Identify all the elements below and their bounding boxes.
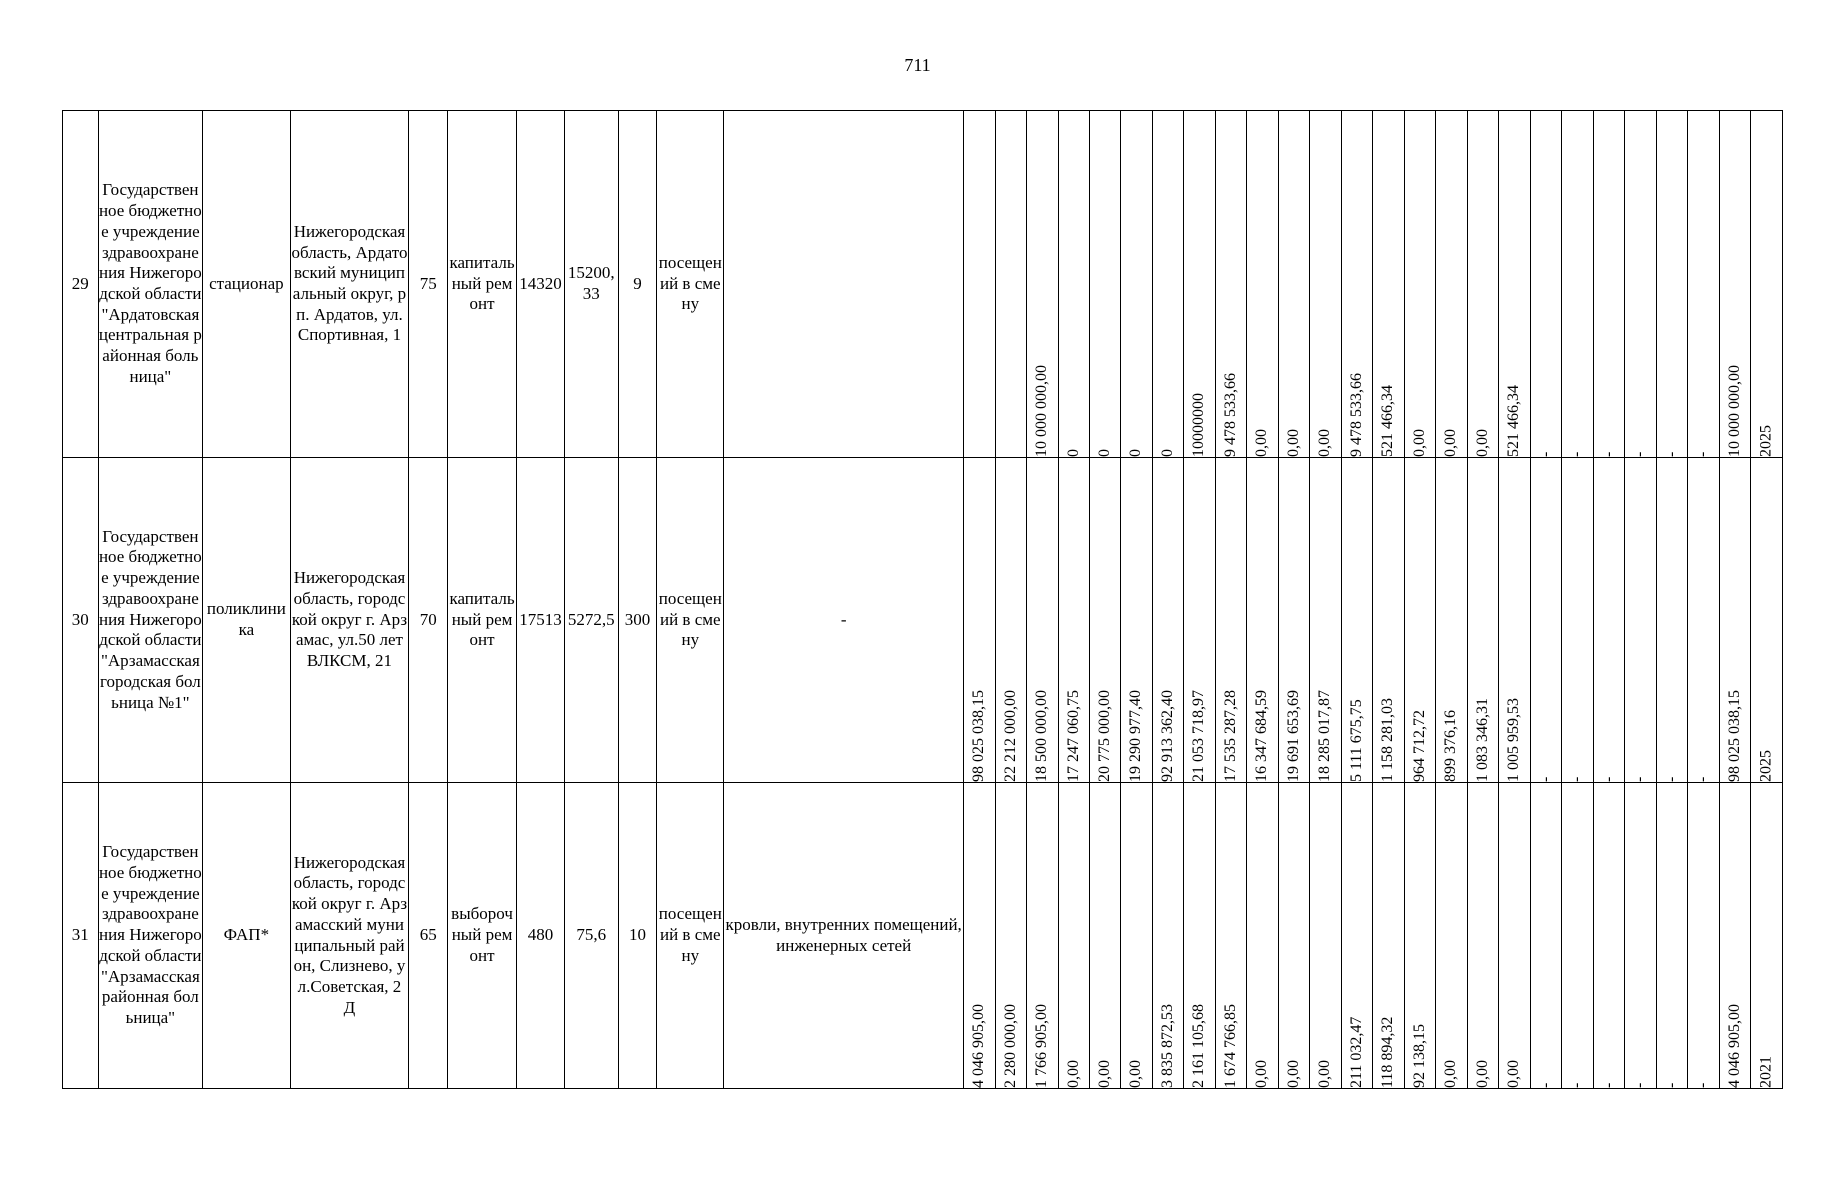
amount-cell bbox=[1341, 783, 1372, 1089]
amount-value: - bbox=[1537, 776, 1554, 782]
amount-value: 211 032,47 bbox=[1348, 1016, 1366, 1088]
amount-cell bbox=[1562, 458, 1593, 783]
amount-cell bbox=[995, 458, 1026, 783]
amount-value: 1 674 766,85 bbox=[1222, 1003, 1240, 1088]
row-number: 31 bbox=[63, 783, 99, 1089]
amount-cell bbox=[1562, 111, 1593, 458]
amount-value: 0,00 bbox=[1411, 428, 1429, 457]
amount-cell bbox=[1719, 458, 1750, 783]
work-scope bbox=[724, 111, 964, 458]
work-type: капитальный ремонт bbox=[448, 458, 517, 783]
amount-cell bbox=[1247, 783, 1278, 1089]
amount-cell bbox=[1247, 458, 1278, 783]
amount-cell bbox=[1121, 111, 1152, 458]
amount-cell bbox=[995, 783, 1026, 1089]
amount-value: 0 bbox=[1064, 448, 1082, 457]
capacity-unit: посещений в смену bbox=[657, 111, 724, 458]
amount-value: 10 000 000,00 bbox=[1725, 364, 1743, 457]
amount-cell bbox=[995, 111, 1026, 458]
amount-value: 4 046 905,00 bbox=[1725, 1003, 1743, 1088]
amount-value: 92 913 362,40 bbox=[1159, 689, 1177, 782]
institution-name: Государственное бюджетное учреждение здравоохранения Нижегородской области "Арзамасская городская больница №1" bbox=[98, 458, 203, 783]
institution-name: Государственное бюджетное учреждение здравоохранения Нижегородской области "Арзамасская районная больница" bbox=[98, 783, 203, 1089]
amount-cell bbox=[1530, 111, 1561, 458]
amount-value: 17 535 287,28 bbox=[1222, 689, 1240, 782]
amount-value: - bbox=[1694, 1082, 1712, 1088]
total-area: 5272,5 bbox=[564, 458, 618, 783]
amount-value: - bbox=[1537, 1082, 1554, 1088]
amount-value: 2 161 105,68 bbox=[1190, 1003, 1208, 1088]
amount-value: - bbox=[1662, 1082, 1680, 1088]
amount-value: 3 835 872,53 bbox=[1159, 1003, 1177, 1088]
amount-cell bbox=[1688, 783, 1719, 1089]
amount-value: - bbox=[1599, 451, 1617, 457]
amount-value: 964 712,72 bbox=[1411, 709, 1429, 782]
amount-value: - bbox=[1568, 1082, 1586, 1088]
amount-value: - bbox=[1568, 776, 1586, 782]
amount-cell bbox=[1688, 458, 1719, 783]
amount-value: 9 478 533,66 bbox=[1348, 372, 1366, 457]
table-row bbox=[63, 458, 1783, 783]
amount-value: 2 280 000,00 bbox=[1001, 1003, 1019, 1088]
amount-value: 4 046 905,00 bbox=[970, 1003, 988, 1088]
capacity: 9 bbox=[618, 111, 657, 458]
amount-value: 0,00 bbox=[1474, 428, 1492, 457]
amount-cell bbox=[1278, 458, 1309, 783]
amount-value: 0,00 bbox=[1096, 1059, 1114, 1088]
amount-value: 19 691 653,69 bbox=[1285, 689, 1303, 782]
facility-address: Нижегородская область, городской округ г. Арзамасский муниципальный район, Слизнево, ул.Советская, 2 Д bbox=[290, 783, 409, 1089]
amount-value: 98 025 038,15 bbox=[970, 689, 988, 782]
amount-cell bbox=[1688, 111, 1719, 458]
amount-cell bbox=[1593, 783, 1624, 1089]
amount-value: 98 025 038,15 bbox=[1725, 689, 1743, 782]
amount-cell bbox=[1467, 111, 1498, 458]
amount-cell bbox=[1625, 783, 1656, 1089]
amount-cell bbox=[1373, 111, 1404, 458]
amount-cell bbox=[1467, 458, 1498, 783]
amount-value: 92 138,15 bbox=[1411, 1023, 1429, 1088]
amount-value: 1 083 346,31 bbox=[1474, 697, 1492, 782]
row-number: 30 bbox=[63, 458, 99, 783]
capacity: 300 bbox=[618, 458, 657, 783]
amount-cell bbox=[1656, 458, 1687, 783]
amount-value: - bbox=[1662, 451, 1680, 457]
amount-value: 0,00 bbox=[1442, 428, 1460, 457]
amount-value: 18 285 017,87 bbox=[1316, 689, 1334, 782]
amount-value: 0,00 bbox=[1316, 428, 1334, 457]
amount-cell bbox=[1404, 111, 1435, 458]
amount-value: 10 000 000,00 bbox=[1033, 364, 1051, 457]
amount-cell bbox=[1215, 458, 1246, 783]
amount-cell bbox=[1278, 111, 1309, 458]
facility-type: поликлиника bbox=[203, 458, 290, 783]
amount-cell bbox=[1278, 783, 1309, 1089]
amount-value: - bbox=[1662, 776, 1680, 782]
facility-address: Нижегородская область, Ардатовский муниципальный округ, рп. Ардатов, ул.Спортивная, 1 bbox=[290, 111, 409, 458]
work-type: капитальный ремонт bbox=[448, 111, 517, 458]
facility-address: Нижегородская область, городской округ г. Арзамас, ул.50 лет ВЛКСМ, 21 bbox=[290, 458, 409, 783]
amount-cell bbox=[1593, 111, 1624, 458]
amount-cell bbox=[1310, 783, 1341, 1089]
amount-cell bbox=[1436, 458, 1467, 783]
amount-cell bbox=[1436, 783, 1467, 1089]
amount-cell bbox=[1121, 458, 1152, 783]
facility-type: ФАП* bbox=[203, 783, 290, 1089]
amount-cell bbox=[1184, 783, 1215, 1089]
total-area: 15200,33 bbox=[564, 111, 618, 458]
facility-type: стационар bbox=[203, 111, 290, 458]
amount-cell bbox=[1404, 458, 1435, 783]
amount-cell bbox=[1499, 783, 1530, 1089]
row-number: 29 bbox=[63, 111, 99, 458]
capacity-unit: посещений в смену bbox=[657, 458, 724, 783]
amount-cell bbox=[1089, 458, 1120, 783]
amount-value: 2021 bbox=[1757, 1055, 1775, 1088]
amount-value: - bbox=[1599, 1082, 1617, 1088]
table-row bbox=[63, 783, 1783, 1089]
amount-cell bbox=[1656, 783, 1687, 1089]
amount-cell bbox=[1373, 783, 1404, 1089]
page-number: 711 bbox=[904, 55, 931, 75]
amount-value: 0,00 bbox=[1127, 1059, 1145, 1088]
amount-value: 2025 bbox=[1757, 424, 1775, 457]
amount-cell bbox=[1751, 783, 1783, 1089]
amount-value: 10000000 bbox=[1190, 392, 1208, 457]
amount-cell bbox=[1341, 458, 1372, 783]
amount-cell bbox=[1499, 111, 1530, 458]
amount-value: 0,00 bbox=[1064, 1059, 1082, 1088]
amount-value bbox=[964, 112, 994, 457]
amount-cell bbox=[964, 111, 995, 458]
wear-percent: 65 bbox=[409, 783, 448, 1089]
amount-cell bbox=[1121, 783, 1152, 1089]
amount-cell bbox=[1751, 458, 1783, 783]
amount-value: 21 053 718,97 bbox=[1190, 689, 1208, 782]
amount-cell bbox=[1058, 458, 1089, 783]
work-scope: кровли, внутренних помещений, инженерных сетей bbox=[724, 783, 964, 1089]
amount-value: 9 478 533,66 bbox=[1222, 372, 1240, 457]
amount-cell bbox=[1027, 458, 1058, 783]
amount-value: - bbox=[1537, 451, 1554, 457]
amount-cell bbox=[1530, 458, 1561, 783]
amount-cell bbox=[1341, 111, 1372, 458]
amount-value: 5 111 675,75 bbox=[1348, 698, 1366, 782]
amount-value: 0,00 bbox=[1253, 428, 1271, 457]
building-area: 14320 bbox=[517, 111, 565, 458]
amount-value: - bbox=[1599, 776, 1617, 782]
work-type: выборочный ремонт bbox=[448, 783, 517, 1089]
amount-value: 16 347 684,59 bbox=[1253, 689, 1271, 782]
amount-cell bbox=[1089, 111, 1120, 458]
amount-value: 2025 bbox=[1757, 749, 1775, 782]
amount-cell bbox=[1656, 111, 1687, 458]
amount-cell bbox=[1184, 111, 1215, 458]
amount-cell bbox=[1625, 111, 1656, 458]
amount-cell bbox=[1247, 111, 1278, 458]
amount-value: - bbox=[1631, 451, 1649, 457]
work-scope: - bbox=[724, 458, 964, 783]
amount-value: 0,00 bbox=[1442, 1059, 1460, 1088]
amount-value: 899 376,16 bbox=[1442, 709, 1460, 782]
amount-cell bbox=[1184, 458, 1215, 783]
amount-value: 1 005 959,53 bbox=[1505, 697, 1523, 782]
amount-value: 521 466,34 bbox=[1379, 384, 1397, 457]
amount-cell bbox=[964, 458, 995, 783]
amount-cell bbox=[1215, 111, 1246, 458]
amount-value: 118 894,32 bbox=[1379, 1016, 1397, 1088]
amount-cell bbox=[1027, 111, 1058, 458]
amount-value: 19 290 977,40 bbox=[1127, 689, 1145, 782]
amount-cell bbox=[1089, 783, 1120, 1089]
amount-value: 22 212 000,00 bbox=[1001, 689, 1019, 782]
wear-percent: 75 bbox=[409, 111, 448, 458]
amount-cell bbox=[1530, 783, 1561, 1089]
amount-value: 0,00 bbox=[1474, 1059, 1492, 1088]
amount-value: - bbox=[1694, 451, 1712, 457]
amount-cell bbox=[1751, 111, 1783, 458]
amount-cell bbox=[1152, 458, 1183, 783]
amount-cell bbox=[1499, 458, 1530, 783]
amount-cell bbox=[1719, 111, 1750, 458]
amount-value: 521 466,34 bbox=[1505, 384, 1523, 457]
amount-cell bbox=[1562, 783, 1593, 1089]
amount-value: 0,00 bbox=[1316, 1059, 1334, 1088]
amount-cell bbox=[1310, 111, 1341, 458]
amount-cell bbox=[1152, 111, 1183, 458]
capacity: 10 bbox=[618, 783, 657, 1089]
amount-value: 1 766 905,00 bbox=[1033, 1003, 1051, 1088]
amount-cell bbox=[1467, 783, 1498, 1089]
amount-cell bbox=[1593, 458, 1624, 783]
amount-value: 0 bbox=[1159, 448, 1177, 457]
capacity-unit: посещений в смену bbox=[657, 783, 724, 1089]
table-row bbox=[63, 111, 1783, 458]
amount-value: 0,00 bbox=[1285, 428, 1303, 457]
amount-value: 0 bbox=[1096, 448, 1114, 457]
amount-cell bbox=[1058, 783, 1089, 1089]
amount-cell bbox=[1027, 783, 1058, 1089]
building-area: 480 bbox=[517, 783, 565, 1089]
amount-value: 1 158 281,03 bbox=[1379, 697, 1397, 782]
amount-cell bbox=[1215, 783, 1246, 1089]
amount-value: - bbox=[1568, 451, 1586, 457]
total-area: 75,6 bbox=[564, 783, 618, 1089]
amount-cell bbox=[1436, 111, 1467, 458]
amount-value: - bbox=[1694, 776, 1712, 782]
amount-cell bbox=[1058, 111, 1089, 458]
amount-value bbox=[996, 112, 1026, 457]
amount-cell bbox=[1625, 458, 1656, 783]
amount-cell bbox=[1152, 783, 1183, 1089]
wear-percent: 70 bbox=[409, 458, 448, 783]
amount-value: - bbox=[1631, 1082, 1649, 1088]
amount-value: 18 500 000,00 bbox=[1033, 689, 1051, 782]
amount-value: 0 bbox=[1127, 448, 1145, 457]
amount-value: 0,00 bbox=[1253, 1059, 1271, 1088]
amount-value: - bbox=[1631, 776, 1649, 782]
amount-value: 0,00 bbox=[1505, 1059, 1523, 1088]
amount-value: 20 775 000,00 bbox=[1096, 689, 1114, 782]
amount-cell bbox=[964, 783, 995, 1089]
institution-name: Государственное бюджетное учреждение здравоохранения Нижегородской области "Ардатовская центральная районная больница" bbox=[98, 111, 203, 458]
amount-cell bbox=[1310, 458, 1341, 783]
amount-value: 0,00 bbox=[1285, 1059, 1303, 1088]
amount-value: 17 247 060,75 bbox=[1064, 689, 1082, 782]
amount-cell bbox=[1719, 783, 1750, 1089]
capital-repair-table bbox=[62, 110, 1783, 1089]
amount-cell bbox=[1373, 458, 1404, 783]
building-area: 17513 bbox=[517, 458, 565, 783]
amount-cell bbox=[1404, 783, 1435, 1089]
